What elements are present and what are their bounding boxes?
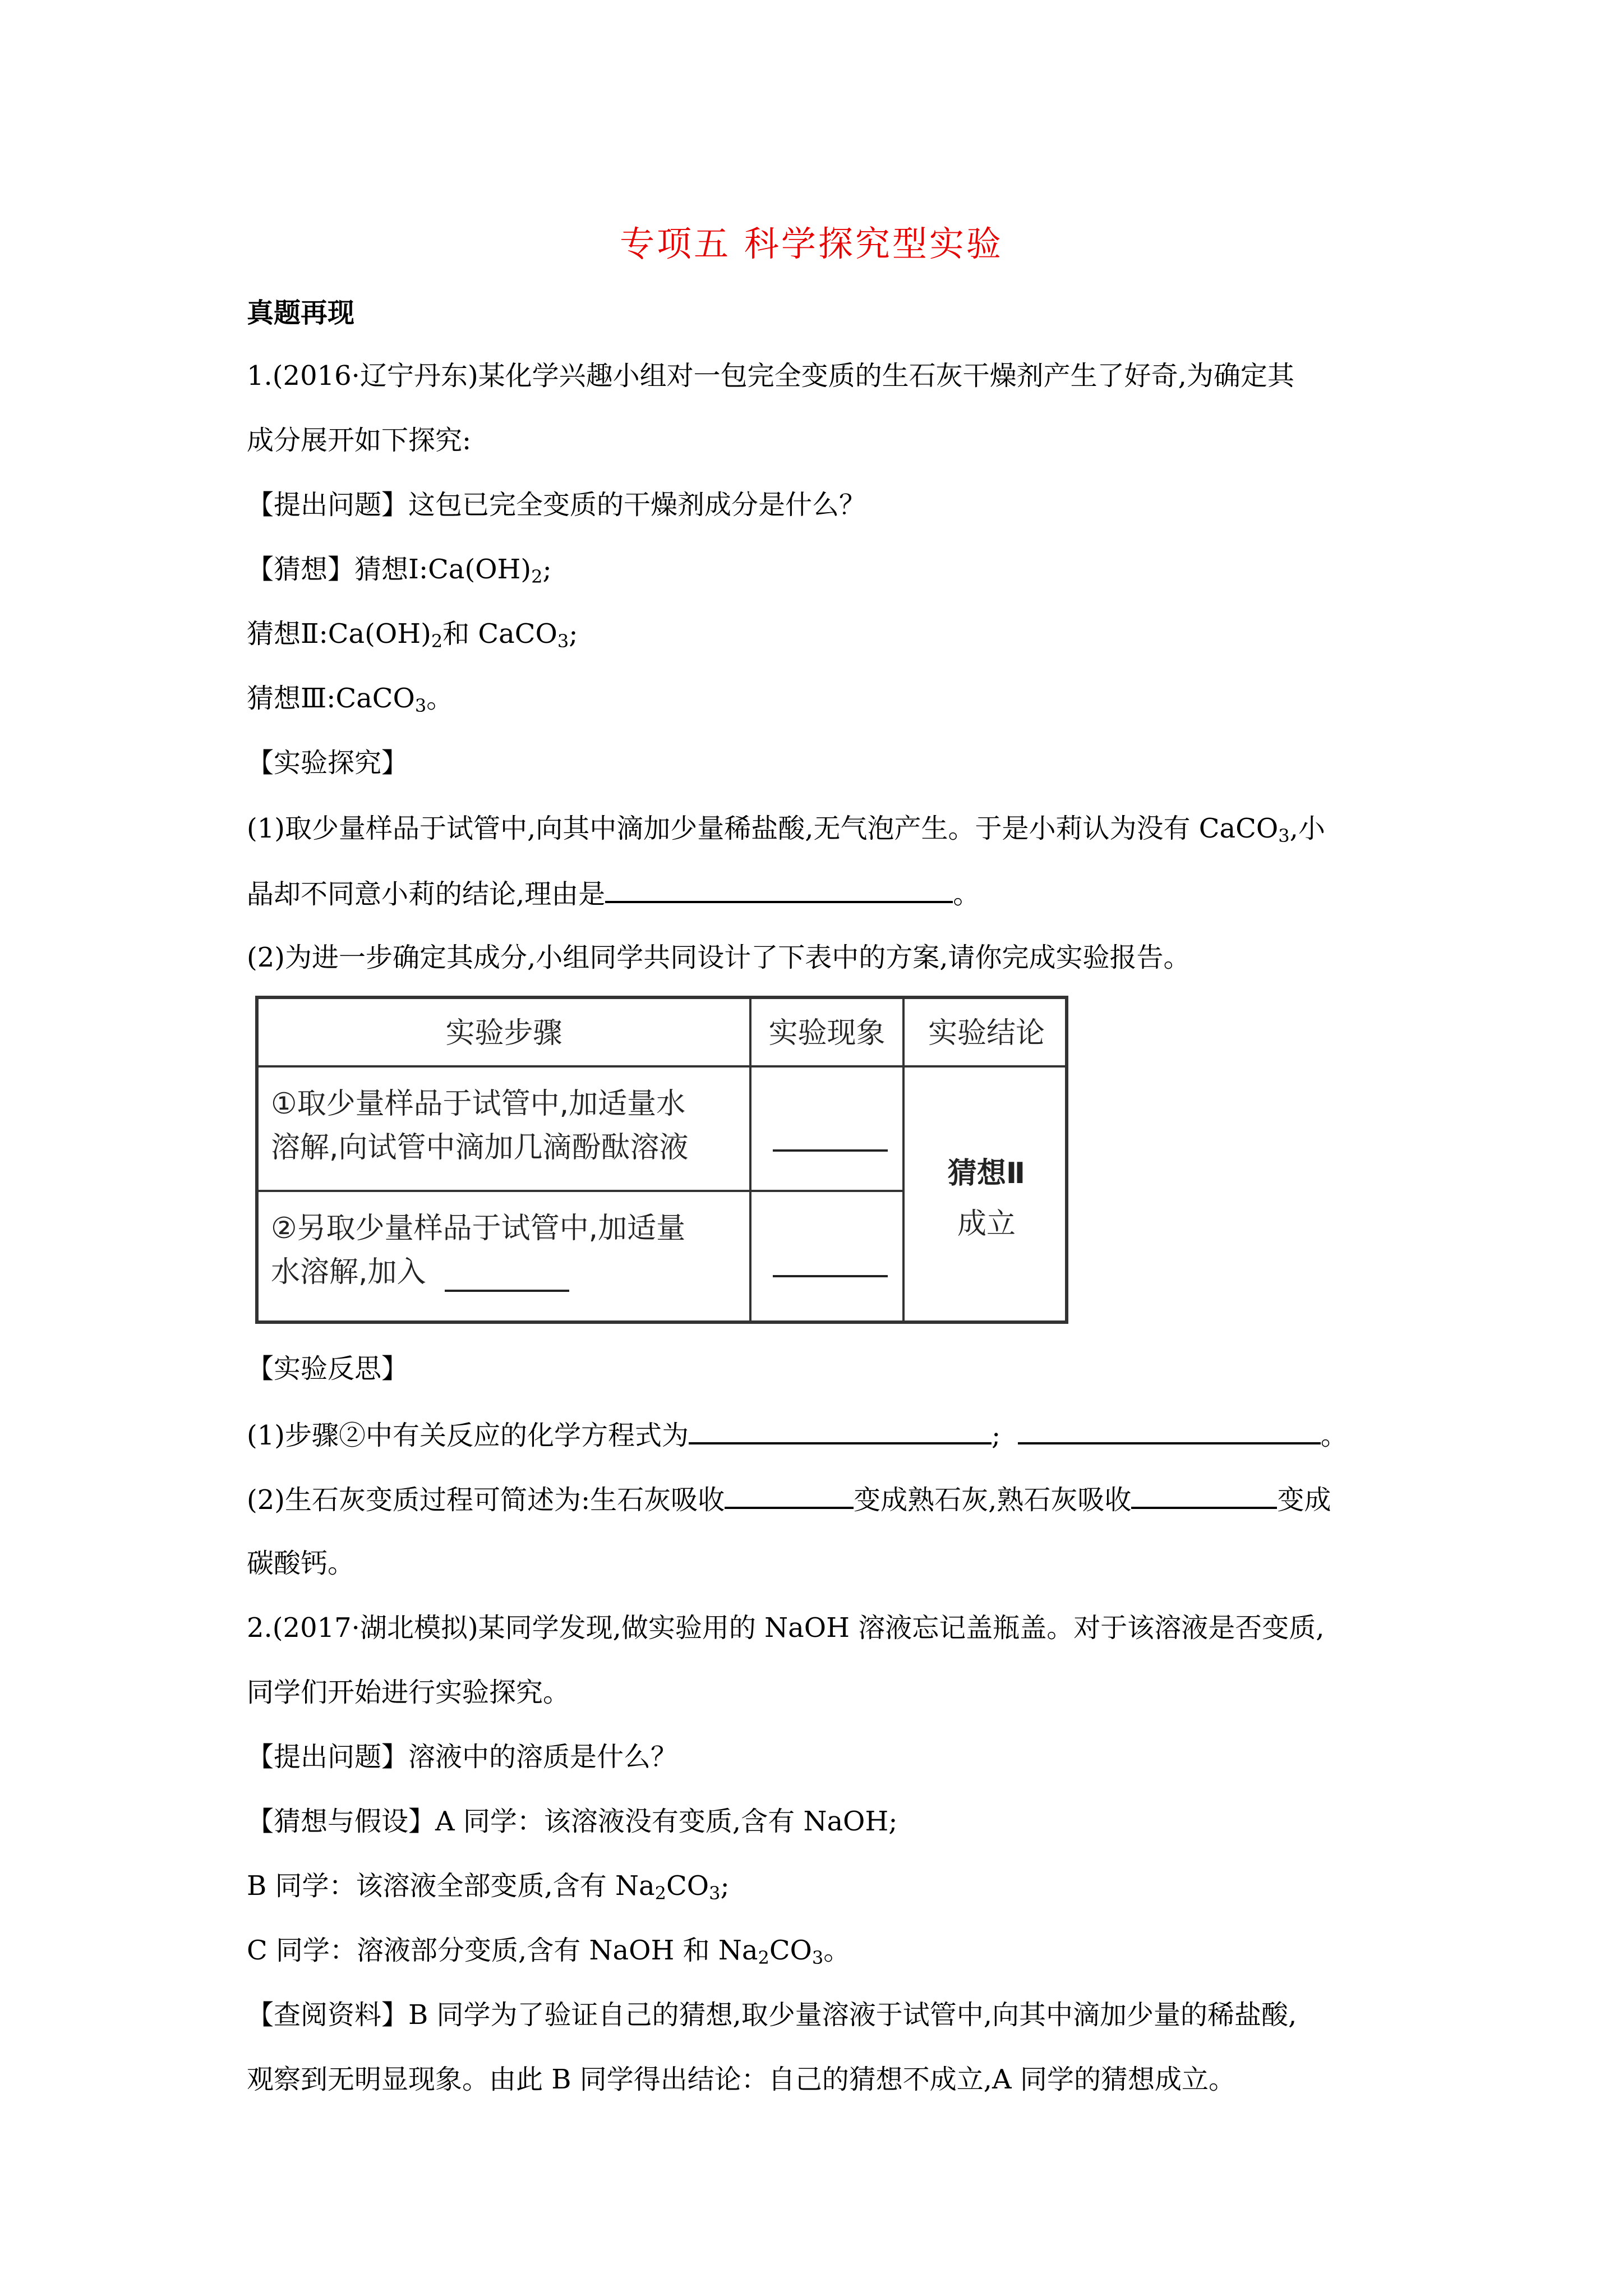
q1-reflect-heading: 【实验反思】 <box>247 1353 409 1384</box>
q1-explore-reason: 晶却不同意小莉的结论,理由是 。 <box>247 876 980 911</box>
equation-blank-1[interactable] <box>689 1418 992 1444</box>
q2-data-line2: 观察到无明显现象。由此 B 同学得出结论：自己的猜想不成立,A 同学的猜想成立。 <box>247 2064 1235 2095</box>
q2-hypothesis-c: C 同学：溶液部分变质,含有 NaOH 和 $Na_2CO_3$。 <box>247 1935 851 1968</box>
q1-guess-2: 猜想$Ⅱ:Ca(OH)_2$和 CaCO$_3$; <box>247 618 578 652</box>
table-header-phenomenon: 实验现象 <box>768 1016 886 1050</box>
q1-explore-step2: (2)为进一步确定其成分,小组同学共同设计了下表中的方案,请你完成实验报告。 <box>247 942 1191 973</box>
section-heading: 真题再现 <box>247 297 355 329</box>
q1-explore-step1: (1)取少量样品于试管中,向其中滴加少量稀盐酸,无气泡产生。于是小莉认为没有 CaCO$_3$,小 <box>247 813 1325 846</box>
equation-blank-2[interactable] <box>1018 1418 1321 1444</box>
q1-question: 【提出问题】这包已完全变质的干燥剂成分是什么？ <box>247 489 866 521</box>
q1-guess-3: 猜想Ⅲ:CaCO$_3$。 <box>247 683 454 716</box>
q2-hypothesis-a: 【猜想与假设】A 同学：该溶液没有变质,含有 NaOH; <box>247 1806 898 1837</box>
q1-reflect-3: 碳酸钙。 <box>247 1548 355 1579</box>
table-step2-line1: ②另取少量样品于试管中,加适量 <box>271 1212 686 1245</box>
table-conclusion-line1: 猜想Ⅱ <box>947 1157 1026 1190</box>
absorb-blank-2[interactable] <box>1131 1482 1277 1509</box>
q1-intro-line1: 1.(2016·辽宁丹东)某化学兴趣小组对一包完全变质的生石灰干燥剂产生了好奇,为确定其 <box>247 360 1294 392</box>
q1-intro-line2: 成分展开如下探究: <box>247 425 472 456</box>
table-step1-line1: ①取少量样品于试管中,加适量水 <box>271 1087 686 1121</box>
table-phenomenon-blank-1[interactable] <box>773 1149 888 1152</box>
reason-answer-blank[interactable] <box>605 876 953 903</box>
page-title: 专项五 科学探究型实验 <box>620 223 1003 264</box>
table-step1-line2: 溶解,向试管中滴加几滴酚酞溶液 <box>271 1131 689 1165</box>
table-reagent-blank[interactable] <box>445 1290 569 1292</box>
q2-question: 【提出问题】溶液中的溶质是什么？ <box>247 1741 678 1773</box>
q2-hypothesis-b: B 同学：该溶液全部变质,含有 $Na_2CO_3$; <box>247 1870 730 1904</box>
q1-explore-heading: 【实验探究】 <box>247 747 409 779</box>
table-header-conclusion: 实验结论 <box>928 1016 1045 1050</box>
table-step2-line2: 水溶解,加入 <box>271 1255 426 1289</box>
table-conclusion-line2: 成立 <box>957 1207 1016 1241</box>
q2-intro-line1: 2.(2017·湖北模拟)某同学发现,做实验用的 NaOH 溶液忘记盖瓶盖。对于该溶液是否变质, <box>247 1612 1325 1644</box>
experiment-table <box>255 996 1068 1324</box>
absorb-blank-1[interactable] <box>725 1482 854 1509</box>
q2-data-line1: 【查阅资料】B 同学为了验证自己的猜想,取少量溶液于试管中,向其中滴加少量的稀盐酸, <box>247 1999 1297 2031</box>
q2-intro-line2: 同学们开始进行实验探究。 <box>247 1677 570 1708</box>
q1-guess-1: 【猜想】猜想$Ⅰ:Ca(OH)_2$; <box>247 554 552 587</box>
table-phenomenon-blank-2[interactable] <box>773 1275 888 1277</box>
table-header-steps: 实验步骤 <box>445 1016 562 1050</box>
q1-reflect-1: (1)步骤②中有关反应的化学方程式为 ; 。 <box>247 1418 1348 1452</box>
q1-reflect-2: (2)生石灰变质过程可简述为:生石灰吸收 变成熟石灰,熟石灰吸收 变成 <box>247 1482 1331 1517</box>
